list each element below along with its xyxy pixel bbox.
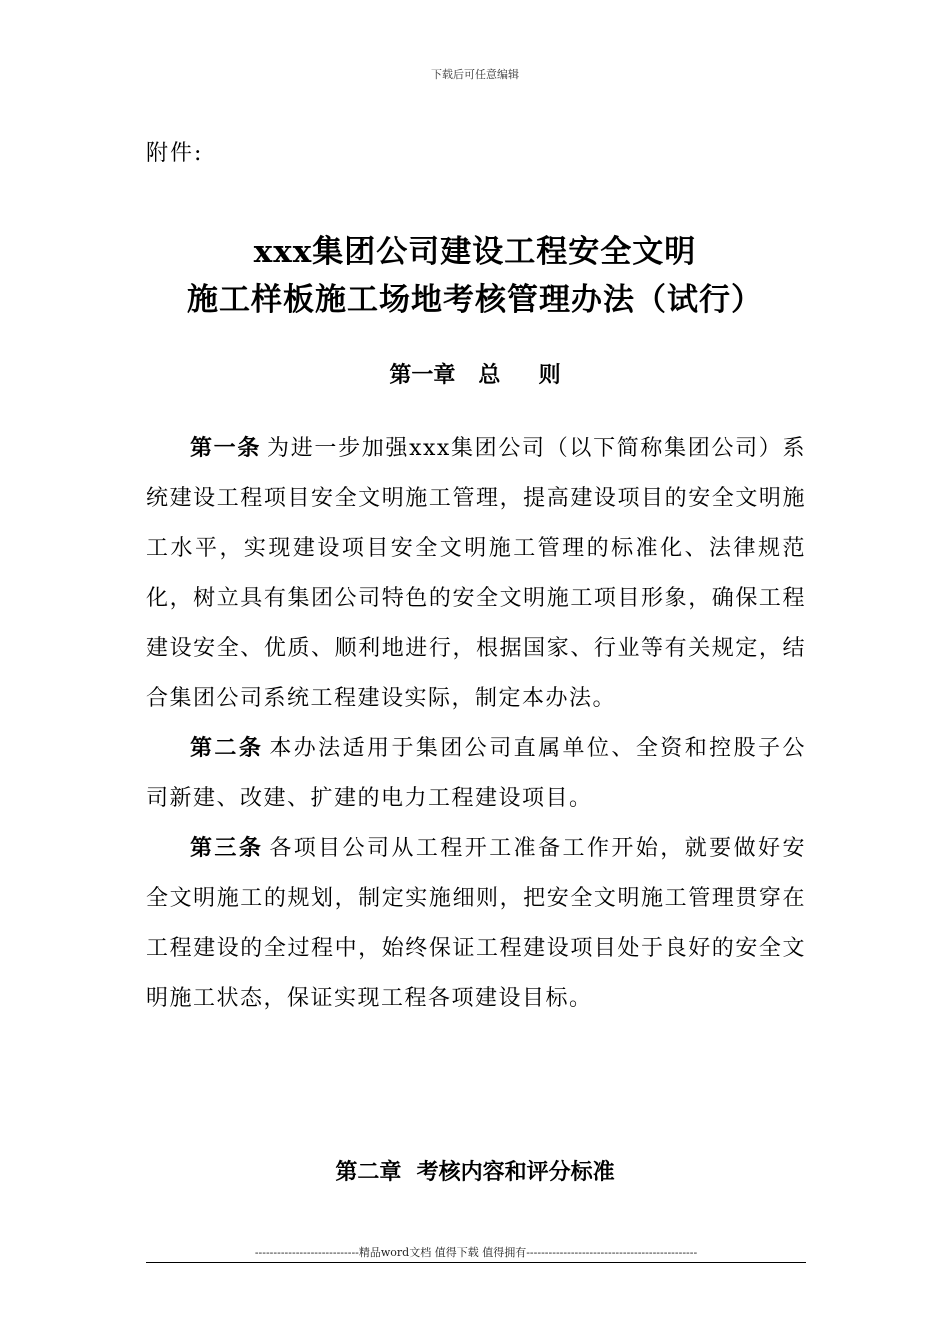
article-1-label: 第一条 (190, 436, 262, 461)
article-list (146, 424, 806, 1024)
article-3-label: 第三条 (190, 836, 264, 861)
header-note: 下载后可任意编辑 (431, 68, 519, 81)
article-2-label: 第二条 (190, 736, 264, 761)
article-2-text: 本办法适用于集团公司直属单位、全资和控股子公司新建、改建、扩建的电力工程建设项目。 (146, 736, 806, 811)
article-3-text: 各项目公司从工程开工准备工作开始，就要做好安全文明施工的规划，制定实施细则，把安全文明施工管理贯穿在工程建设的全过程中，始终保证工程建设项目处于良好的安全文明施工状态，保证实现工程各项建设目标。 (146, 836, 806, 1011)
footer-note: ----------------------------精品word文档 值得下载 值得拥有---------------------------------------------- (254, 1246, 698, 1259)
article-2 (146, 724, 806, 824)
article-1 (146, 424, 806, 724)
footer-divider (146, 1262, 806, 1263)
attachment-label: 附件: (146, 141, 204, 166)
title-line-1: xxx集团公司建设工程安全文明 (253, 234, 697, 270)
chapter-1-heading: 第一章 总 则 (389, 363, 561, 388)
document-title (0, 228, 950, 324)
title-line-2: 施工样板施工场地考核管理办法（试行） (187, 282, 763, 318)
article-1-text: 为进一步加强xxx集团公司（以下简称集团公司）系统建设工程项目安全文明施工管理，提高建设项目的安全文明施工水平，实现建设项目安全文明施工管理的标准化、法律规范化，树立具有集团公司特色的安全文明施工项目形象，确保工程建设安全、优质、顺利地进行，根据国家、行业等有关规定，结合集团公司系统工程建设实际，制定本办法。 (146, 436, 806, 711)
article-3 (146, 824, 806, 1024)
chapter-2-heading: 第二章 考核内容和评分标准 (335, 1160, 615, 1185)
